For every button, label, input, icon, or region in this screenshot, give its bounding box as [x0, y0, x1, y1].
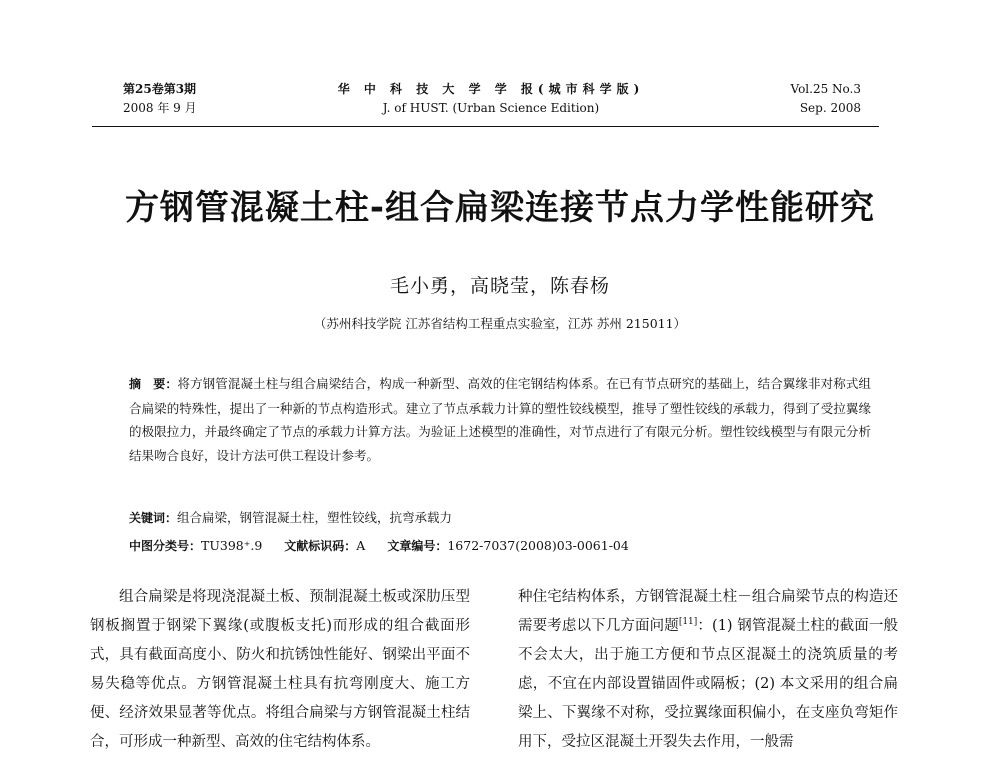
journal-name-cn: 华 中 科 技 大 学 学 报(城市科学版)	[337, 82, 645, 96]
paper-authors: 毛小勇，高晓莹，陈春杨	[389, 275, 610, 297]
document-code-label: 文献标识码：	[284, 539, 357, 553]
body-left-column: 组合扁梁是将现浇混凝土板、预制混凝土板或深肋压型钢板搁置于钢梁下翼缘(或腹板支托)而形成的组合截面形式，具有截面高度小、防火和抗锈蚀性能好、钢梁出平面不易失稳等优点。方钢管混凝土柱具有抗弯刚度大、施工方便、经济效果显著等优点。将组合扁梁与方钢管混凝土柱结合，可形成一种新型、高效的住宅结构体系。	[90, 589, 470, 750]
body-right-text-before-ref: 种住宅结构体系，方钢管混凝土柱－组合扁梁节点的构造还需要考虑以下几方面问题	[518, 589, 898, 634]
paper-affiliation: （苏州科技学院 江苏省结构工程重点实验室，江苏 苏州 215011）	[313, 316, 687, 331]
class-number-label: 中图分类号：	[129, 539, 202, 553]
paper-title: 方钢管混凝土柱-组合扁梁连接节点力学性能研究	[124, 188, 876, 228]
volume-issue-en: Vol.25 No.3	[790, 82, 861, 96]
abstract-label: 摘 要：	[129, 377, 178, 391]
document-code-value: A	[356, 538, 366, 553]
body-right-text-after-ref: ：(1) 钢管混凝土柱的截面一般不会太大，出于施工方便和节点区混凝土的浇筑质量的考虑，不宜在内部设置锚固件或隔板；(2) 本文采用的组合扁梁上、下翼缘不对称，受拉翼缘面积偏小，在支座负弯矩作用下，受拉区混凝土开裂失去作用，一般需	[518, 618, 898, 750]
class-number-value: TU398⁺.9	[201, 538, 263, 553]
reference-marker: [11]	[678, 617, 698, 628]
volume-issue-cn: 第25卷第3期	[123, 82, 197, 96]
body-right-column	[518, 583, 898, 757]
article-number-label: 文章编号：	[387, 539, 448, 553]
keywords-text: 组合扁梁，钢管混凝土柱，塑性铰线，抗弯承载力	[177, 510, 453, 525]
date-cn: 2008 年 9 月	[123, 101, 197, 115]
journal-name-en: J. of HUST. (Urban Science Edition)	[382, 101, 600, 115]
abstract-text: 将方钢管混凝土柱与组合扁梁结合，构成一种新型、高效的住宅钢结构体系。在已有节点研究的基础上，结合翼缘非对称式组合扁梁的特殊性，提出了一种新的节点构造形式。建立了节点承载力计算的塑性铰线模型，推导了塑性铰线的承载力，得到了受拉翼缘的极限拉力，并最终确定了节点的承载力计算方法。为验证上述模型的准确性，对节点进行了有限元分析。塑性铰线模型与有限元分析结果吻合良好，设计方法可供工程设计参考。	[129, 376, 871, 463]
keywords-label: 关键词：	[129, 511, 178, 525]
article-number-value: 1672-7037(2008)03-0061-04	[447, 538, 629, 553]
date-en: Sep. 2008	[799, 101, 861, 115]
